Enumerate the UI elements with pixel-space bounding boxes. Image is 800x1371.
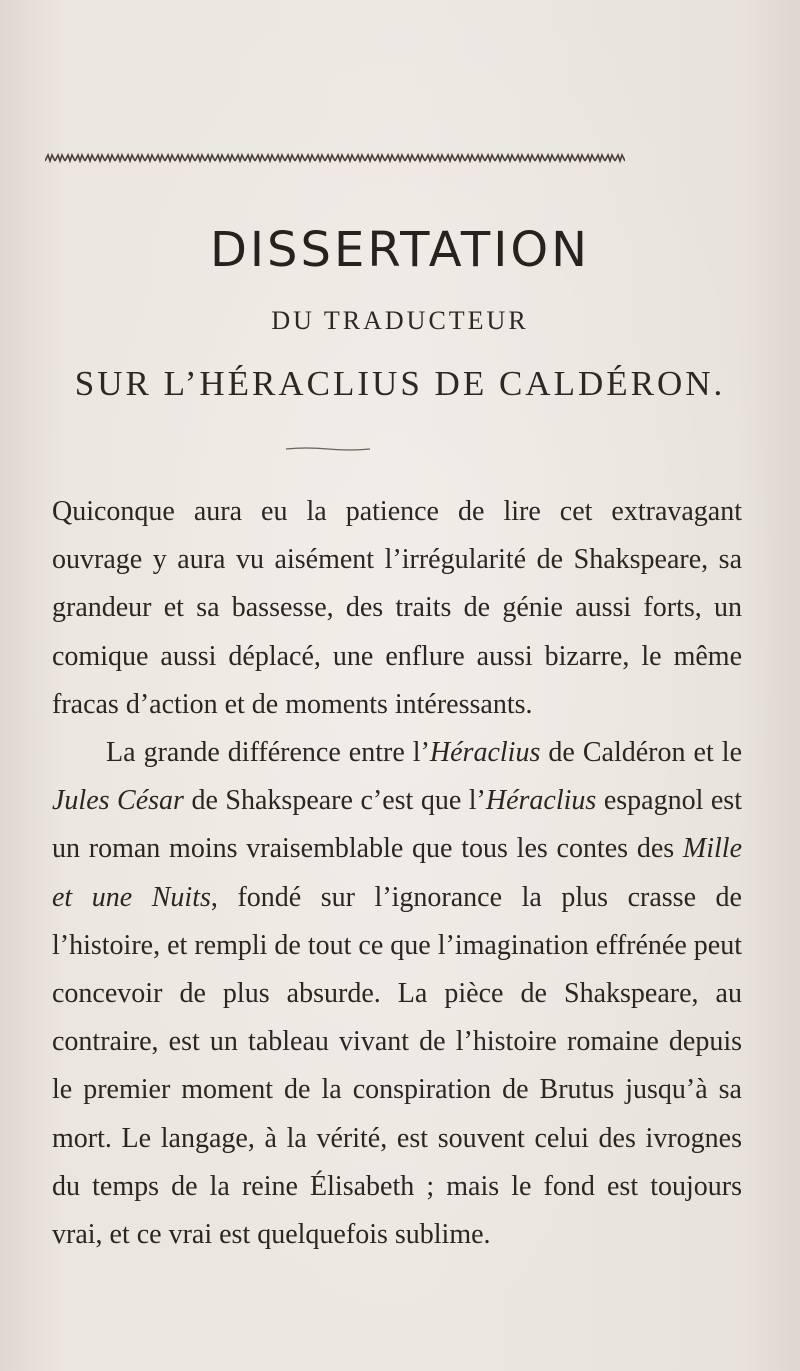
paragraph-2-segment: La grande différence entre l’ (106, 737, 430, 769)
paragraph-2-segment: espagnol est un roman moins vraisemblable que tous les contes des (52, 785, 742, 865)
paragraph-1: Quiconque aura eu la patience de lire cet extravagant ouvrage y aura vu aisément l’irrégularité de Shakspeare, sa grandeur et sa bassesse, des traits de génie aussi forts, un comique aussi déplacé, une enflure aussi bizarre, le même fracas d’action et de moments intéressants. (52, 496, 742, 720)
paragraph-2-italic-mille-et-une-nuits: Mille et une Nuits (52, 833, 742, 913)
paragraph-2-segment: de Caldéron et le (540, 737, 742, 769)
section-divider (284, 446, 372, 452)
paragraph-2 (52, 729, 742, 1259)
paragraph-2-italic-heraclius: Héraclius (485, 785, 597, 817)
body-text (52, 488, 742, 1259)
paragraph-2-segment: de Shakspeare c’est que l’ (183, 785, 486, 817)
page-title: DISSERTATION (209, 222, 591, 278)
paragraph-2-italic-heraclius: Héraclius (429, 737, 541, 769)
subtitle-line-1: DU TRADUCTEUR (271, 306, 529, 335)
ornamental-rule (45, 150, 625, 166)
subtitle-line-2: SUR L’HÉRACLIUS DE CALDÉRON. (74, 364, 726, 403)
paragraph-2-segment: , fondé sur l’ignorance la plus crasse de l’histoire, et rempli de tout ce que l’imagination effrénée peut concevoir de plus absurde. La pièce de Shakspeare, au contraire, est un tableau vivant de l’histoire romaine depuis le premier moment de la conspiration de Brutus jusqu’à sa mort. Le langage, à la vérité, est souvent celui des ivrognes du temps de la reine Élisabeth ; mais le fond est toujours vrai, et ce vrai est quelquefois sublime. (52, 881, 742, 1251)
paragraph-2-italic-jules-cesar: Jules César (52, 785, 184, 817)
